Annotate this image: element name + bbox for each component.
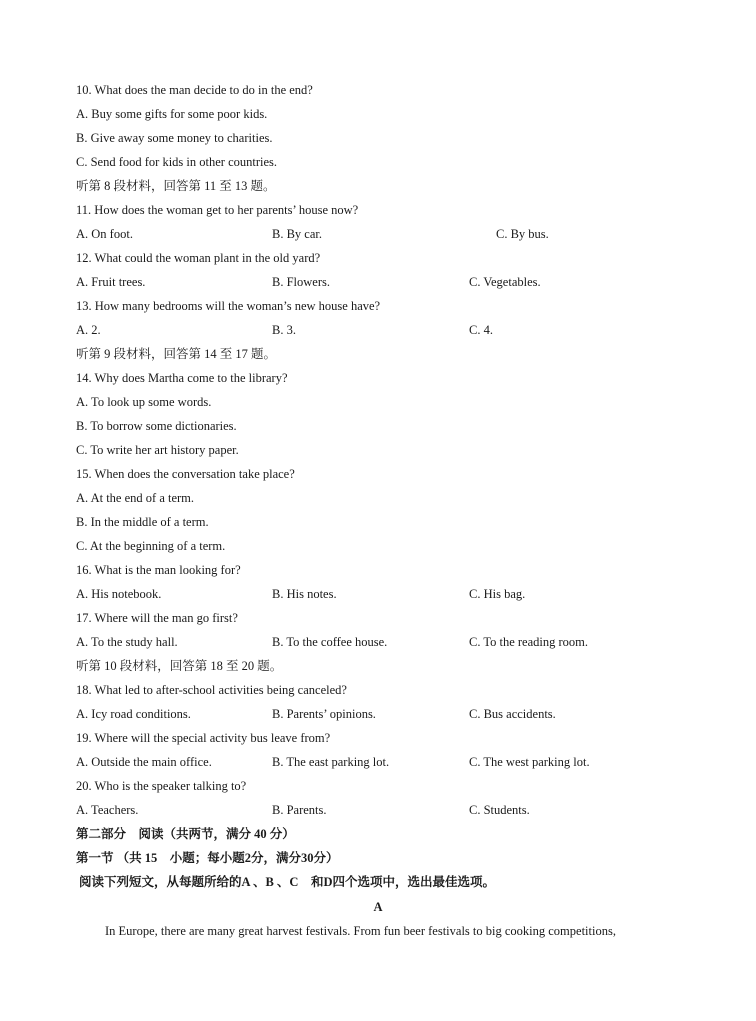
- reading-instruction: 阅读下列短文，从每题所给的A 、B 、C 和D四个选项中，选出最佳选项。: [79, 875, 495, 889]
- question-15-option-a: A. At the end of a term.: [76, 491, 195, 505]
- question-20-option-a: A. Teachers.: [76, 803, 139, 817]
- question-17-option-c: C. To the reading room.: [469, 635, 589, 649]
- question-15-option-c: C. At the beginning of a term.: [76, 539, 226, 553]
- section-8-heading: 听第 8 段材料，回答第 11 至 13 题。: [76, 179, 276, 193]
- question-20-option-c: C. Students.: [469, 803, 530, 817]
- question-16-option-b: B. His notes.: [272, 587, 337, 601]
- question-15-option-b: B. In the middle of a term.: [76, 515, 209, 529]
- question-20-option-b: B. Parents.: [272, 803, 327, 817]
- section-9-heading: 听第 9 段材料，回答第 14 至 17 题。: [76, 347, 277, 361]
- question-10-option-c: C. Send food for kids in other countries.: [76, 155, 278, 169]
- question-17-option-b: B. To the coffee house.: [272, 635, 388, 649]
- passage-label: A: [373, 900, 383, 914]
- question-13-stem: 13. How many bedrooms will the woman’s new house have?: [76, 299, 381, 313]
- question-12-option-b: B. Flowers.: [272, 275, 330, 289]
- question-18-option-c: C. Bus accidents.: [469, 707, 556, 721]
- question-14-option-c: C. To write her art history paper.: [76, 443, 239, 457]
- question-12-option-a: A. Fruit trees.: [76, 275, 146, 289]
- question-19-option-c: C. The west parking lot.: [469, 755, 590, 769]
- question-10-stem: 10. What does the man decide to do in the end?: [76, 83, 313, 97]
- section-10-heading: 听第 10 段材料，回答第 18 至 20 题。: [76, 659, 283, 673]
- question-14-option-a: A. To look up some words.: [76, 395, 212, 409]
- question-16-stem: 16. What is the man looking for?: [76, 563, 241, 577]
- question-19-stem: 19. Where will the special activity bus leave from?: [76, 731, 331, 745]
- question-10-option-b: B. Give away some money to charities.: [76, 131, 273, 145]
- question-11-option-b: B. By car.: [272, 227, 322, 241]
- question-17-stem: 17. Where will the man go first?: [76, 611, 238, 625]
- question-14-option-b: B. To borrow some dictionaries.: [76, 419, 237, 433]
- question-18-option-b: B. Parents’ opinions.: [272, 707, 376, 721]
- passage-first-line: In Europe, there are many great harvest festivals. From fun beer festivals to big cooking competitions,: [105, 924, 616, 938]
- part-2-heading: 第二部分 阅读（共两节，满分 40 分）: [76, 827, 295, 841]
- question-11-option-a: A. On foot.: [76, 227, 133, 241]
- question-17-option-a: A. To the study hall.: [76, 635, 178, 649]
- question-14-stem: 14. Why does Martha come to the library?: [76, 371, 288, 385]
- question-13-option-a: A. 2.: [76, 323, 101, 337]
- question-11-option-c: C. By bus.: [496, 227, 549, 241]
- part-2-section-1-heading: 第一节 （共 15 小题；每小题2分，满分30分）: [76, 851, 339, 865]
- question-15-stem: 15. When does the conversation take place?: [76, 467, 295, 481]
- question-19-option-b: B. The east parking lot.: [272, 755, 390, 769]
- question-11-stem: 11. How does the woman get to her parents’ house now?: [76, 203, 359, 217]
- question-13-option-b: B. 3.: [272, 323, 296, 337]
- question-16-option-a: A. His notebook.: [76, 587, 162, 601]
- question-18-option-a: A. Icy road conditions.: [76, 707, 191, 721]
- question-19-option-a: A. Outside the main office.: [76, 755, 212, 769]
- question-12-stem: 12. What could the woman plant in the old yard?: [76, 251, 321, 265]
- question-13-option-c: C. 4.: [469, 323, 493, 337]
- question-20-stem: 20. Who is the speaker talking to?: [76, 779, 247, 793]
- question-10-option-a: A. Buy some gifts for some poor kids.: [76, 107, 268, 121]
- question-12-option-c: C. Vegetables.: [469, 275, 541, 289]
- question-16-option-c: C. His bag.: [469, 587, 526, 601]
- question-18-stem: 18. What led to after-school activities being canceled?: [76, 683, 347, 697]
